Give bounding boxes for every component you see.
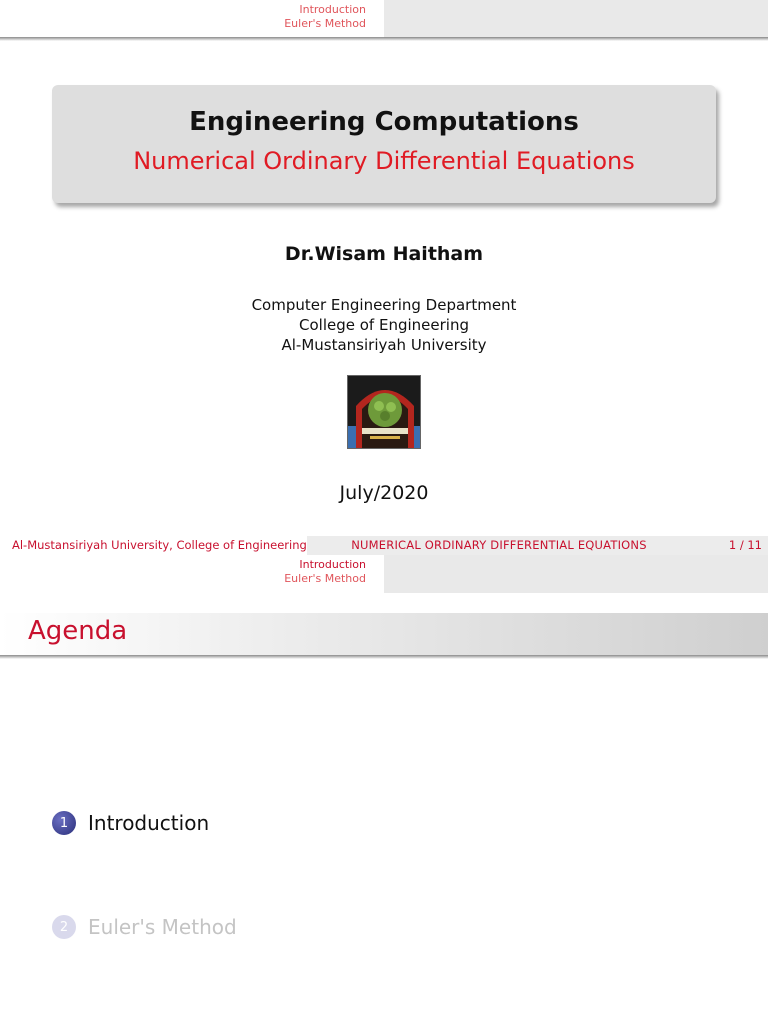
nav-item-introduction[interactable]: Introduction [299,558,366,571]
footer-page-number: 1 / 11 [691,536,768,555]
frame-title-shadow [0,655,768,659]
nav-item-eulers-method[interactable]: Euler's Method [284,17,366,30]
section-navigation [0,0,768,38]
institute-university: Al-Mustansiriyah University [281,336,487,354]
nav-right-panel [384,555,768,593]
presentation-date: July/2020 [339,482,429,504]
presentation-subtitle: Numerical Ordinary Differential Equations [133,147,635,175]
toc-label: Euler's Method [88,915,237,939]
footer-short-title: NUMERICAL ORDINARY DIFFERENTIAL EQUATIONS [307,536,691,555]
institute-block [0,295,768,355]
university-logo-emblem [348,376,421,449]
institute-department: Computer Engineering Department [251,296,517,314]
toc-number-ball: 2 [52,915,76,939]
presentation-title: Engineering Computations [189,107,579,137]
slide-footer [0,536,768,555]
toc-number-ball: 1 [52,811,76,835]
author-name: Dr.Wisam Haitham [284,243,484,265]
frame-title: Agenda [28,616,128,646]
frame-title-bar [0,613,768,655]
nav-shadow [0,37,768,41]
nav-right-panel [384,0,768,38]
section-list [0,555,384,593]
title-block [52,85,716,203]
toc-item-eulers-method[interactable] [52,915,237,939]
agenda-slide [0,555,768,1024]
section-list [0,0,384,38]
nav-item-introduction[interactable]: Introduction [299,3,366,16]
footer-institution: Al-Mustansiriyah University, College of Engineering [0,536,307,555]
institute-college: College of Engineering [299,316,469,334]
university-logo [347,375,421,449]
toc-label: Introduction [88,811,210,835]
nav-item-eulers-method[interactable]: Euler's Method [284,572,366,585]
toc-item-introduction[interactable] [52,811,209,835]
section-navigation [0,555,768,593]
